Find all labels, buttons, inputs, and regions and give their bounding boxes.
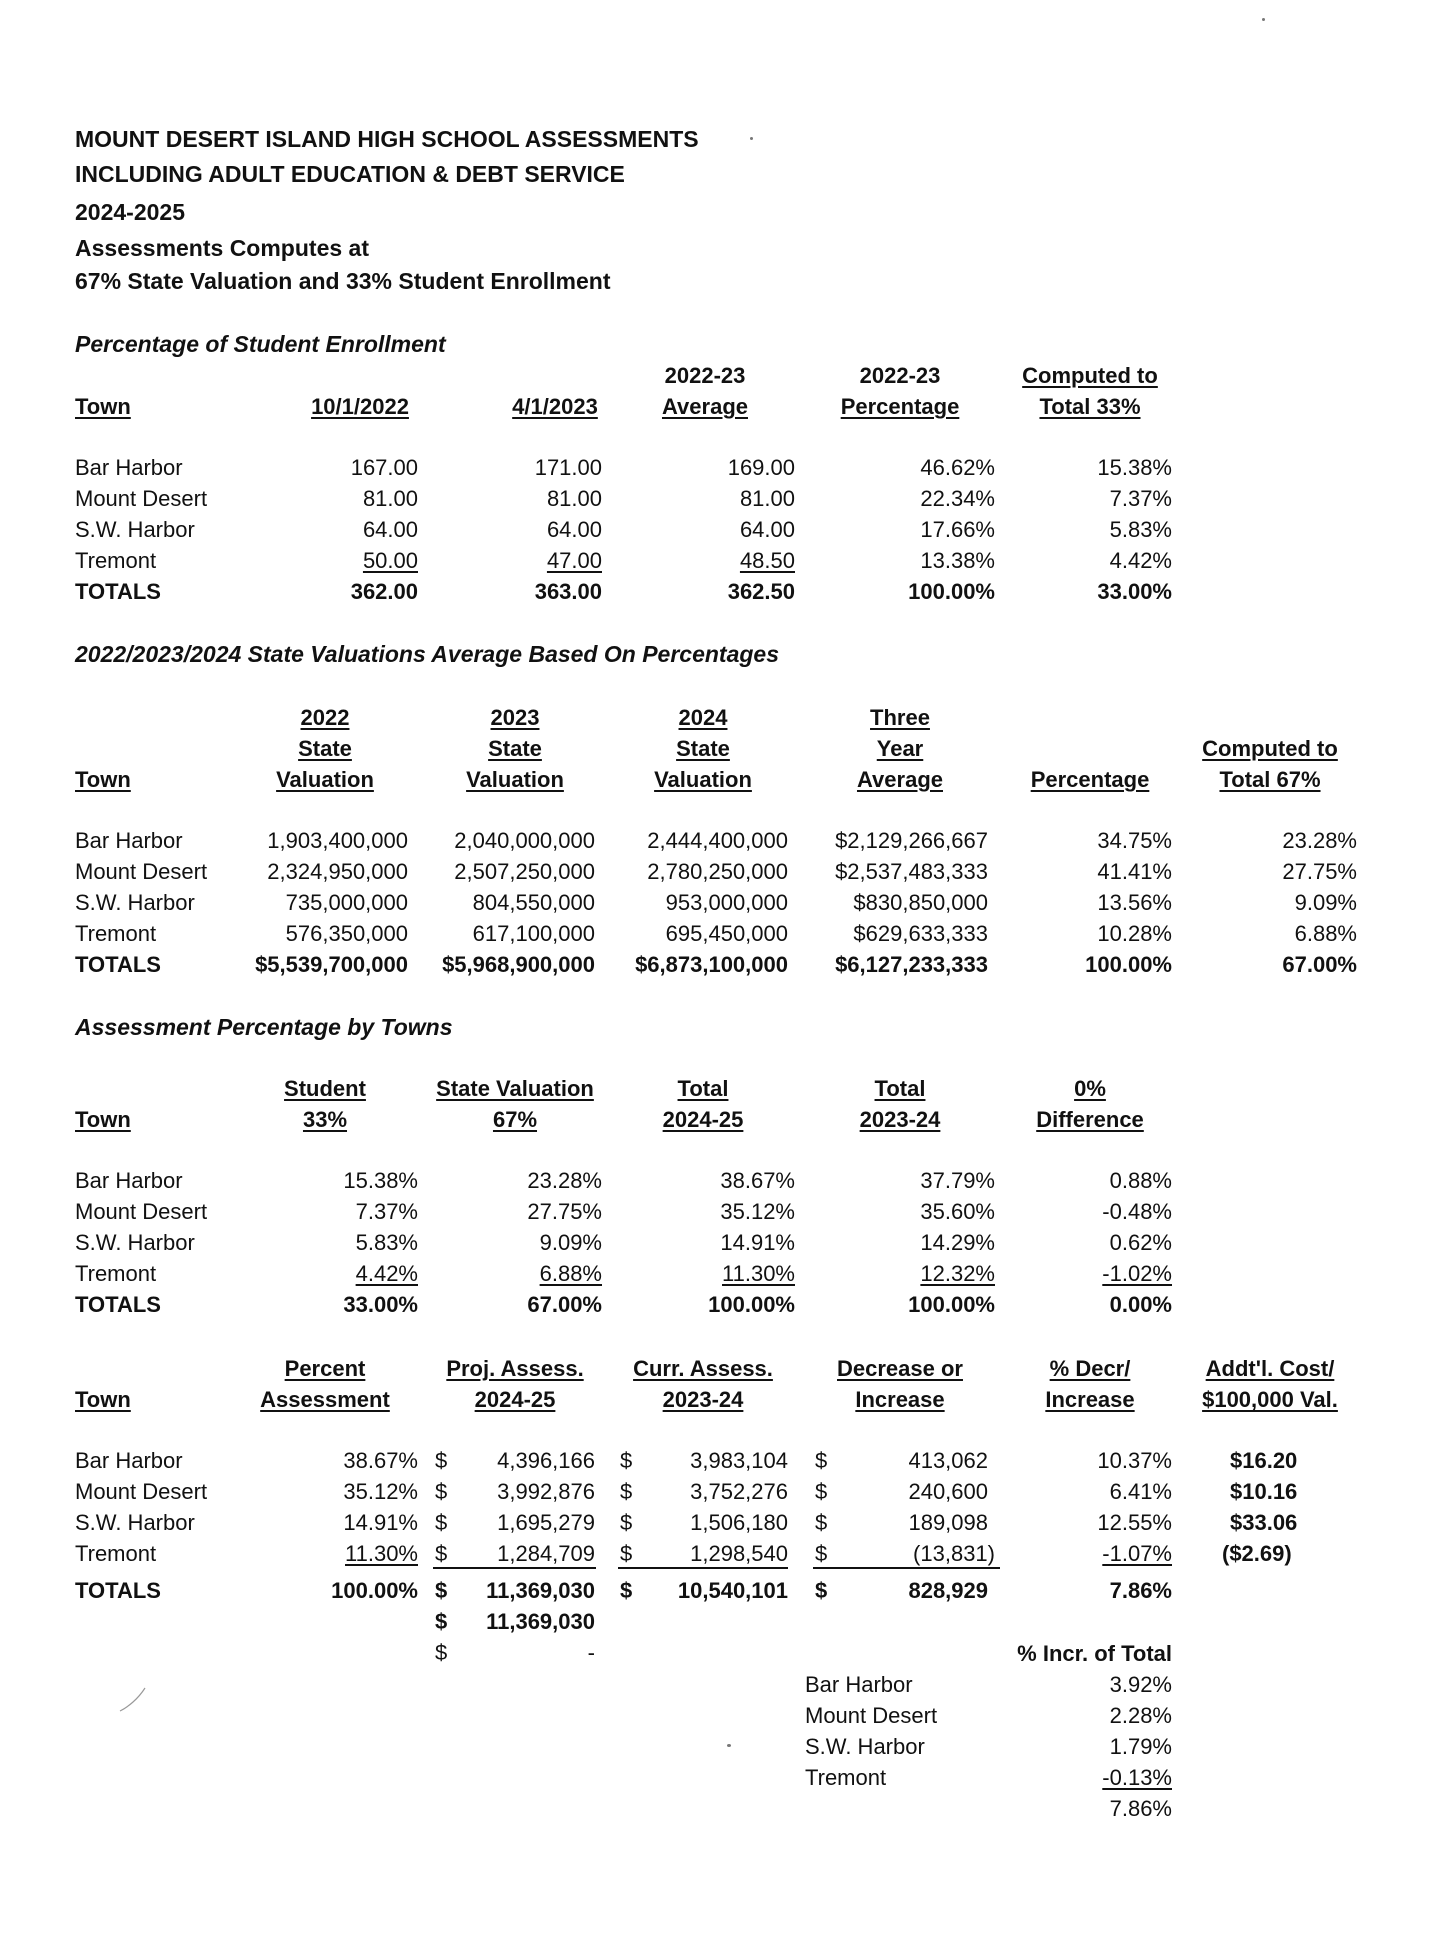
totals-label: TOTALS [75, 1292, 161, 1317]
town-name: Tremont [75, 1261, 157, 1286]
totals-label: TOTALS [75, 1578, 161, 1603]
val-header-comp-top: Computed to [1202, 736, 1338, 761]
dollar-sign: $ [815, 1510, 828, 1535]
as-header-curr-top: Curr. Assess. [633, 1356, 773, 1381]
dollar-sign: $ [435, 1479, 448, 1504]
enroll-header-apr: 4/1/2023 [512, 394, 598, 419]
enroll-total-apr: 363.00 [534, 579, 602, 604]
ap-header-student-bottom: 33% [302, 1107, 348, 1132]
val-2022: 576,350,000 [285, 921, 408, 946]
enroll-apr: 81.00 [546, 486, 602, 511]
as-pct: 38.67% [343, 1448, 418, 1473]
val-total-avg: $6,127,233,333 [835, 952, 988, 977]
ap-total-student: 33.00% [343, 1292, 418, 1317]
enroll-oct: 167.00 [350, 455, 418, 480]
as-pctchg: -1.07% [1102, 1541, 1172, 1566]
as-cost: $33.06 [1230, 1510, 1298, 1535]
town-name: Bar Harbor [75, 455, 183, 480]
town-name: Bar Harbor [805, 1672, 913, 1697]
town-name: Bar Harbor [75, 1168, 183, 1193]
as-curr: 3,983,104 [690, 1448, 788, 1473]
enroll-avg: 64.00 [739, 517, 795, 542]
totals-label: TOTALS [75, 952, 161, 977]
as-header-cost-top: Addt'l. Cost/ [1205, 1356, 1335, 1381]
enroll-apr: 47.00 [546, 548, 602, 573]
ap-total-cur: 11.30% [722, 1261, 795, 1286]
as-header-pctchg-bottom: Increase [1045, 1387, 1135, 1412]
enroll-header-oct: 10/1/2022 [311, 394, 409, 419]
incr-pct: 1.79% [1109, 1734, 1172, 1759]
dollar-sign: $ [815, 1541, 828, 1566]
ap-total-prev: 37.79% [920, 1168, 995, 1193]
subtotal-rule [618, 1567, 788, 1569]
val-total-comp: 67.00% [1282, 952, 1357, 977]
scan-speck [750, 137, 753, 140]
enroll-oct: 50.00 [362, 548, 418, 573]
val-2023: 617,100,000 [472, 921, 595, 946]
town-name: Bar Harbor [75, 828, 183, 853]
val-header-2023-state: State [488, 736, 542, 761]
enroll-comp: 15.38% [1097, 455, 1172, 480]
as-header-change-top: Decrease or [837, 1356, 963, 1381]
val-header-2023-year: 2023 [490, 705, 540, 730]
ap-header-town: Town [75, 1107, 131, 1132]
enroll-avg: 81.00 [739, 486, 795, 511]
as-change: (13,831) [913, 1541, 995, 1566]
as-curr: 1,298,540 [690, 1541, 788, 1566]
enroll-comp: 4.42% [1109, 548, 1172, 573]
as-pctchg: 6.41% [1109, 1479, 1172, 1504]
val-header-avg-three: Three [870, 705, 930, 730]
enroll-comp: 5.83% [1109, 517, 1172, 542]
town-name: Bar Harbor [75, 1448, 183, 1473]
ap-student: 5.83% [355, 1230, 418, 1255]
val-pct: 10.28% [1097, 921, 1172, 946]
val-header-2024-year: 2024 [678, 705, 728, 730]
dollar-sign: $ [620, 1448, 633, 1473]
header-year: 2024-2025 [75, 199, 185, 225]
enroll-header-avg-bottom: Average [661, 394, 748, 419]
val-avg: $2,129,266,667 [835, 828, 988, 853]
val-2022: 735,000,000 [285, 890, 408, 915]
ap-header-total-prev-top: Total [874, 1076, 926, 1101]
val-2024: 2,444,400,000 [647, 828, 788, 853]
as-curr: 3,752,276 [690, 1479, 788, 1504]
as-pct: 35.12% [343, 1479, 418, 1504]
val-header-avg-year: Year [876, 736, 924, 761]
subtotal-rule [433, 1567, 596, 1569]
val-header-avg-average: Average [856, 767, 943, 792]
as-cost: ($2.69) [1222, 1541, 1292, 1566]
as-total-proj: 11,369,030 [486, 1578, 595, 1603]
ap-total-prev: 12.32% [920, 1261, 995, 1286]
assess-pct-title: Assessment Percentage by Towns [75, 1014, 453, 1040]
ap-diff: -0.48% [1102, 1199, 1172, 1224]
val-total-pct: 100.00% [1085, 952, 1172, 977]
town-name: Mount Desert [75, 859, 208, 884]
val-2024: 2,780,250,000 [647, 859, 788, 884]
check-total: 11,369,030 [486, 1609, 595, 1634]
town-name: Tremont [805, 1765, 887, 1790]
enroll-total-oct: 362.00 [350, 579, 418, 604]
as-proj: 4,396,166 [497, 1448, 595, 1473]
dollar-sign: $ [435, 1448, 448, 1473]
as-header-pct-top: Percent [284, 1356, 366, 1381]
as-pctchg: 10.37% [1097, 1448, 1172, 1473]
dollar-sign: $ [815, 1578, 828, 1603]
ap-state: 27.75% [527, 1199, 602, 1224]
enroll-oct: 81.00 [362, 486, 418, 511]
ap-header-total-cur-bottom: 2024-25 [662, 1107, 744, 1132]
val-comp: 9.09% [1294, 890, 1357, 915]
incr-pct: -0.13% [1102, 1765, 1172, 1790]
town-name: S.W. Harbor [75, 890, 195, 915]
subtotal-rule [813, 1567, 1000, 1569]
incr-total: 7.86% [1109, 1796, 1172, 1821]
town-name: Tremont [75, 1541, 157, 1566]
check-difference: - [587, 1640, 595, 1665]
ap-header-total-cur-top: Total [677, 1076, 729, 1101]
header-formula: 67% State Valuation and 33% Student Enrollment [75, 268, 611, 294]
as-proj: 1,695,279 [497, 1510, 595, 1535]
header-method: Assessments Computes at [75, 235, 369, 261]
dollar-sign: $ [620, 1578, 633, 1603]
town-name: Tremont [75, 921, 157, 946]
ap-header-state-top: State Valuation [436, 1076, 594, 1101]
dollar-sign: $ [620, 1541, 633, 1566]
ap-state: 6.88% [539, 1261, 602, 1286]
totals-label: TOTALS [75, 579, 161, 604]
scan-speck [727, 1744, 731, 1747]
town-name: Tremont [75, 548, 157, 573]
val-header-2022-valuation: Valuation [276, 767, 374, 792]
incr-pct: 3.92% [1109, 1672, 1172, 1697]
val-comp: 6.88% [1294, 921, 1357, 946]
val-comp: 27.75% [1282, 859, 1357, 884]
ap-state: 23.28% [527, 1168, 602, 1193]
dollar-sign: $ [435, 1510, 448, 1535]
ap-diff: -1.02% [1102, 1261, 1172, 1286]
pen-mark [118, 1685, 148, 1715]
dollar-sign: $ [435, 1640, 448, 1665]
enroll-header-avg-top: 2022-23 [664, 363, 746, 388]
val-total-2024: $6,873,100,000 [635, 952, 788, 977]
enroll-header-town: Town [75, 394, 131, 419]
as-change: 413,062 [908, 1448, 988, 1473]
ap-student: 4.42% [355, 1261, 418, 1286]
enroll-apr: 171.00 [534, 455, 602, 480]
dollar-sign: $ [435, 1541, 448, 1566]
ap-total-cur: 35.12% [720, 1199, 795, 1224]
val-2022: 1,903,400,000 [267, 828, 408, 853]
as-total-curr: 10,540,101 [677, 1578, 788, 1603]
val-header-2024-valuation: Valuation [654, 767, 752, 792]
as-header-proj-bottom: 2024-25 [474, 1387, 556, 1412]
ap-header-student-top: Student [284, 1076, 366, 1101]
as-cost: $16.20 [1230, 1448, 1298, 1473]
enrollment-title: Percentage of Student Enrollment [75, 331, 446, 357]
enroll-avg: 169.00 [727, 455, 795, 480]
as-header-curr-bottom: 2023-24 [662, 1387, 744, 1412]
enroll-total-avg: 362.50 [727, 579, 795, 604]
as-header-pctchg-top: % Decr/ [1049, 1356, 1131, 1381]
valuation-title: 2022/2023/2024 State Valuations Average Based On Percentages [75, 641, 780, 667]
dollar-sign: $ [815, 1448, 828, 1473]
ap-header-diff-top: 0% [1074, 1076, 1106, 1101]
as-total-pctchg: 7.86% [1109, 1578, 1172, 1603]
as-header-change-bottom: Increase [855, 1387, 945, 1412]
val-2022: 2,324,950,000 [267, 859, 408, 884]
ap-total-total-cur: 100.00% [708, 1292, 795, 1317]
dollar-sign: $ [620, 1510, 633, 1535]
ap-student: 7.37% [355, 1199, 418, 1224]
as-header-proj-top: Proj. Assess. [446, 1356, 584, 1381]
val-total-2023: $5,968,900,000 [442, 952, 595, 977]
enroll-oct: 64.00 [362, 517, 418, 542]
as-proj: 3,992,876 [497, 1479, 595, 1504]
val-2023: 2,507,250,000 [454, 859, 595, 884]
as-pctchg: 12.55% [1097, 1510, 1172, 1535]
enroll-total-comp: 33.00% [1097, 579, 1172, 604]
as-header-town: Town [75, 1387, 131, 1412]
val-total-2022: $5,539,700,000 [255, 952, 408, 977]
ap-total-cur: 38.67% [720, 1168, 795, 1193]
ap-total-cur: 14.91% [720, 1230, 795, 1255]
ap-total-prev: 35.60% [920, 1199, 995, 1224]
ap-total-diff: 0.00% [1109, 1292, 1172, 1317]
ap-student: 15.38% [343, 1168, 418, 1193]
as-total-pct: 100.00% [331, 1578, 418, 1603]
val-pct: 41.41% [1097, 859, 1172, 884]
enroll-pct: 13.38% [920, 548, 995, 573]
enroll-apr: 64.00 [546, 517, 602, 542]
header-subtitle: INCLUDING ADULT EDUCATION & DEBT SERVICE [75, 161, 625, 187]
header-title: MOUNT DESERT ISLAND HIGH SCHOOL ASSESSMENTS [75, 126, 699, 152]
town-name: S.W. Harbor [75, 1510, 195, 1535]
val-2023: 804,550,000 [472, 890, 595, 915]
dollar-sign: $ [620, 1479, 633, 1504]
val-2024: 695,450,000 [665, 921, 788, 946]
val-header-town: Town [75, 767, 131, 792]
dollar-sign: $ [435, 1609, 448, 1634]
as-pct: 11.30% [345, 1541, 418, 1566]
as-change: 240,600 [908, 1479, 988, 1504]
val-avg: $629,633,333 [853, 921, 988, 946]
enroll-pct: 46.62% [920, 455, 995, 480]
enroll-header-comp-bottom: Total 33% [1039, 394, 1141, 419]
ap-header-diff-bottom: Difference [1036, 1107, 1144, 1132]
val-2023: 2,040,000,000 [454, 828, 595, 853]
enroll-pct: 22.34% [920, 486, 995, 511]
as-pct: 14.91% [343, 1510, 418, 1535]
val-pct: 34.75% [1097, 828, 1172, 853]
enroll-pct: 17.66% [920, 517, 995, 542]
val-header-comp-bottom: Total 67% [1219, 767, 1321, 792]
ap-header-total-prev-bottom: 2023-24 [859, 1107, 941, 1132]
dollar-sign: $ [435, 1578, 448, 1603]
val-header-2023-valuation: Valuation [466, 767, 564, 792]
as-proj: 1,284,709 [497, 1541, 595, 1566]
ap-header-state-bottom: 67% [492, 1107, 538, 1132]
val-2024: 953,000,000 [665, 890, 788, 915]
val-avg: $830,850,000 [853, 890, 988, 915]
as-header-cost-bottom: $100,000 Val. [1202, 1387, 1338, 1412]
town-name: Mount Desert [75, 1199, 208, 1224]
town-name: S.W. Harbor [805, 1734, 925, 1759]
as-curr: 1,506,180 [690, 1510, 788, 1535]
val-header-2024-state: State [676, 736, 730, 761]
enroll-header-pct-top: 2022-23 [859, 363, 941, 388]
as-change: 189,098 [908, 1510, 988, 1535]
ap-state: 9.09% [539, 1230, 602, 1255]
val-avg: $2,537,483,333 [835, 859, 988, 884]
ap-total-prev: 14.29% [920, 1230, 995, 1255]
town-name: S.W. Harbor [75, 517, 195, 542]
ap-total-state: 67.00% [527, 1292, 602, 1317]
enroll-header-pct-bottom: Percentage [840, 394, 960, 419]
town-name: Mount Desert [75, 1479, 208, 1504]
enroll-total-pct: 100.00% [908, 579, 995, 604]
val-header-pct: Percentage [1030, 767, 1150, 792]
town-name: Mount Desert [75, 486, 208, 511]
town-name: Mount Desert [805, 1703, 938, 1728]
val-comp: 23.28% [1282, 828, 1357, 853]
ap-diff: 0.88% [1109, 1168, 1172, 1193]
ap-total-total-prev: 100.00% [908, 1292, 995, 1317]
dollar-sign: $ [815, 1479, 828, 1504]
incr-total-title: % Incr. of Total [1017, 1641, 1172, 1666]
val-header-2022-year: 2022 [300, 705, 350, 730]
scan-speck [1262, 18, 1265, 21]
val-header-2022-state: State [298, 736, 352, 761]
ap-diff: 0.62% [1109, 1230, 1172, 1255]
as-header-pct-bottom: Assessment [260, 1387, 390, 1412]
as-cost: $10.16 [1230, 1479, 1298, 1504]
enroll-avg: 48.50 [739, 548, 795, 573]
val-pct: 13.56% [1097, 890, 1172, 915]
incr-pct: 2.28% [1109, 1703, 1172, 1728]
enroll-header-comp-top: Computed to [1022, 363, 1158, 388]
enroll-comp: 7.37% [1109, 486, 1172, 511]
town-name: S.W. Harbor [75, 1230, 195, 1255]
as-total-change: 828,929 [908, 1578, 988, 1603]
